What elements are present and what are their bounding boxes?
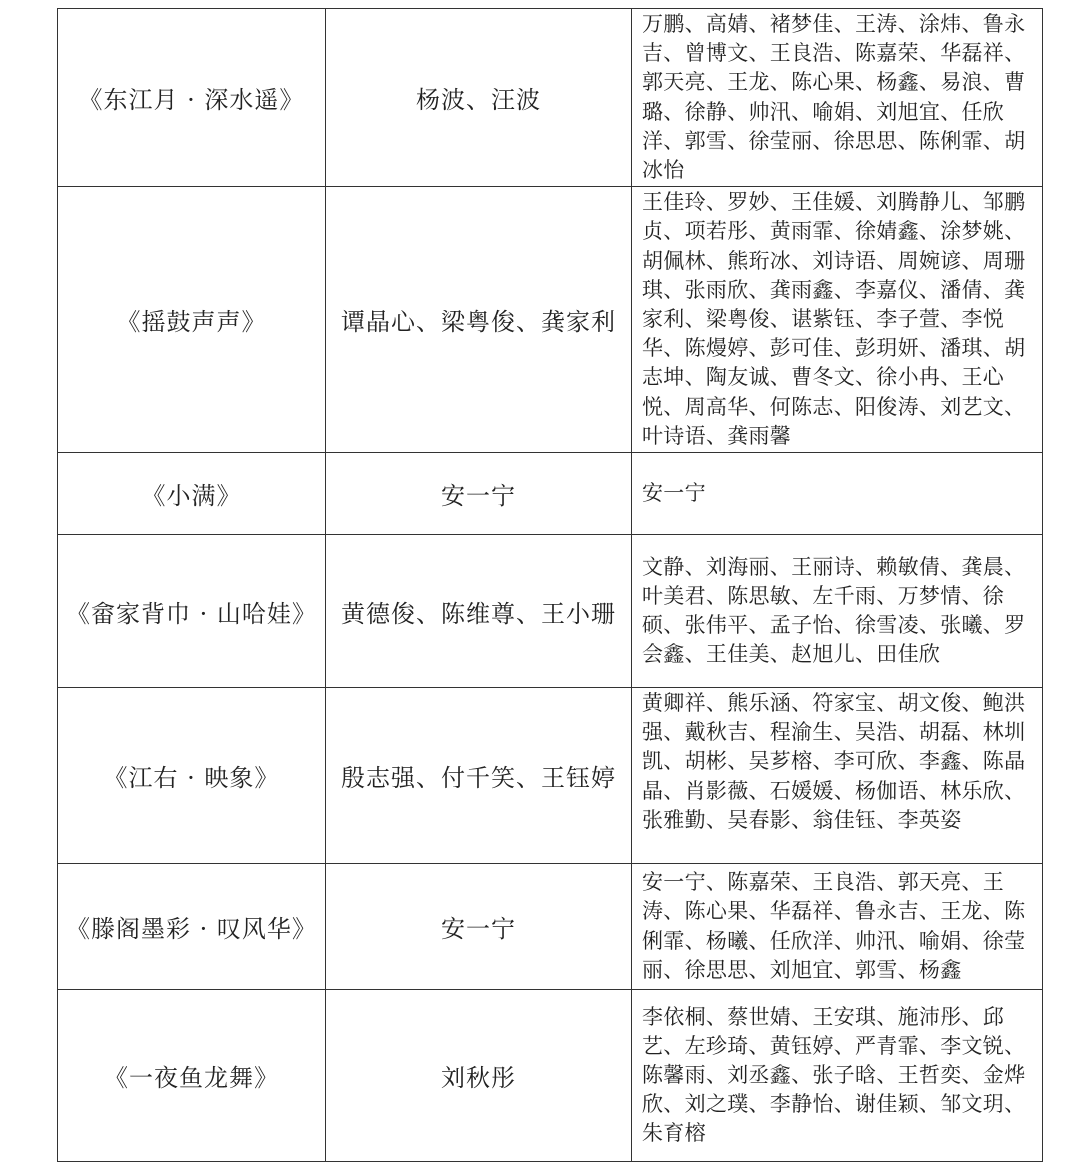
table-row (58, 187, 1043, 453)
program-performers: 万鹏、高婧、褚梦佳、王涛、涂炜、鲁永吉、曾博文、王良浩、陈嘉荣、华磊祥、郭天亮、王龙、陈心果、杨鑫、易浪、曹璐、徐静、帅汛、喻娟、刘旭宜、任欣洋、郭雪、徐莹丽、徐思思、陈俐霏、胡冰怡 (632, 9, 1043, 187)
program-performers: 李依桐、蔡世婧、王安琪、施沛彤、邱艺、左珍琦、黄钰婷、严青霏、李文锐、陈馨雨、刘丞鑫、张子晗、王哲奕、金烨欣、刘之璞、李静怡、谢佳颖、邹文玥、朱育榕 (632, 990, 1043, 1162)
program-table-container (57, 8, 1026, 1162)
program-title: 《畲家背巾 · 山哈娃》 (58, 535, 326, 688)
table-row (58, 990, 1043, 1162)
program-performers: 文静、刘海丽、王丽诗、赖敏倩、龚晨、叶美君、陈思敏、左千雨、万梦情、徐硕、张伟平、孟子怡、徐雪凌、张曦、罗会鑫、王佳美、赵旭儿、田佳欣 (632, 535, 1043, 688)
table-row (58, 453, 1043, 535)
program-author: 刘秋彤 (326, 990, 632, 1162)
program-table (57, 8, 1043, 1162)
program-performers: 安一宁、陈嘉荣、王良浩、郭天亮、王涛、陈心果、华磊祥、鲁永吉、王龙、陈俐霏、杨曦、任欣洋、帅汛、喻娟、徐莹丽、徐思思、刘旭宜、郭雪、杨鑫 (632, 864, 1043, 990)
program-title: 《江右 · 映象》 (58, 688, 326, 864)
program-performers: 安一宁 (632, 453, 1043, 535)
table-row (58, 9, 1043, 187)
program-title: 《东江月 · 深水遥》 (58, 9, 326, 187)
table-row (58, 864, 1043, 990)
program-title: 《滕阁墨彩 · 叹风华》 (58, 864, 326, 990)
program-author: 安一宁 (326, 453, 632, 535)
program-author: 殷志强、付千笑、王钰婷 (326, 688, 632, 864)
table-row (58, 535, 1043, 688)
program-title: 《一夜鱼龙舞》 (58, 990, 326, 1162)
program-author: 谭晶心、梁粤俊、龚家利 (326, 187, 632, 453)
program-author: 安一宁 (326, 864, 632, 990)
table-row (58, 688, 1043, 864)
program-author: 杨波、汪波 (326, 9, 632, 187)
program-title: 《摇鼓声声》 (58, 187, 326, 453)
program-title: 《小满》 (58, 453, 326, 535)
program-performers: 黄卿祥、熊乐涵、符家宝、胡文俊、鲍洪强、戴秋吉、程渝生、吴浩、胡磊、林圳凯、胡彬、吴芗榕、李可欣、李鑫、陈晶晶、肖影薇、石媛媛、杨伽语、林乐欣、张雅勤、吴春影、翁佳钰、李英姿 (632, 688, 1043, 864)
program-author: 黄德俊、陈维尊、王小珊 (326, 535, 632, 688)
program-performers: 王佳玲、罗妙、王佳媛、刘腾静儿、邹鹏贞、项若彤、黄雨霏、徐婧鑫、涂梦姚、胡佩林、熊珩冰、刘诗语、周婉谚、周珊琪、张雨欣、龚雨鑫、李嘉仪、潘倩、龚家利、梁粤俊、谌紫钰、李子萱、李悦华、陈熳婷、彭可佳、彭玥妍、潘琪、胡志坤、陶友诚、曹冬文、徐小冉、王心悦、周高华、何陈志、阳俊涛、刘艺文、叶诗语、龚雨馨 (632, 187, 1043, 453)
